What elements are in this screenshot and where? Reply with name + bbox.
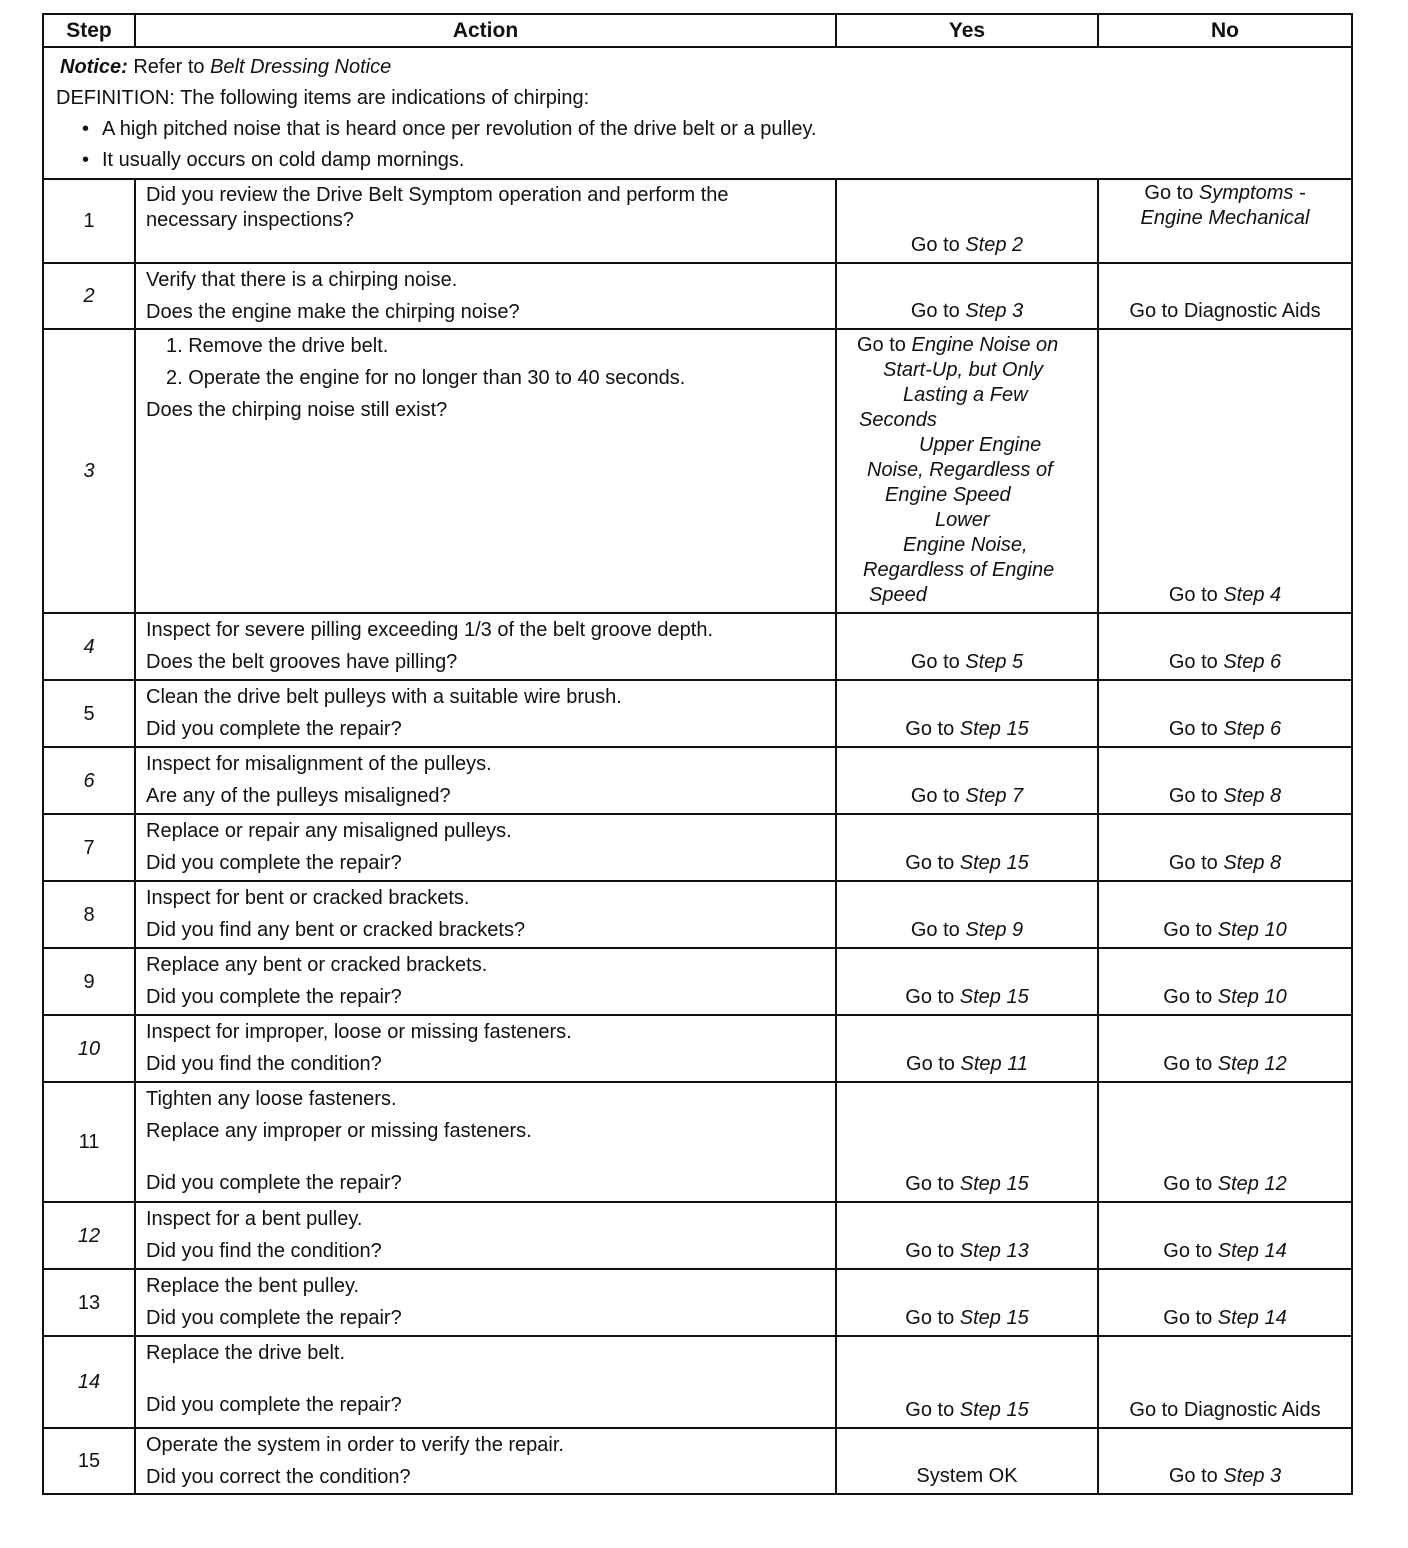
action-line: Inspect for bent or cracked brackets. — [146, 887, 470, 909]
header-row — [43, 14, 1352, 47]
action-line: Did you complete the repair? — [146, 986, 402, 1008]
goto-target: Step 11 — [960, 1053, 1028, 1075]
yes-line: Seconds — [859, 409, 937, 431]
step-action — [135, 1202, 836, 1269]
step-row — [43, 613, 1352, 680]
goto-target: Step 14 — [1217, 1240, 1287, 1262]
step-row — [43, 1336, 1352, 1428]
step-no — [1098, 1082, 1352, 1202]
bullet-text: A high pitched noise that is heard once per revolution of the drive belt or a pulley. — [102, 118, 817, 140]
step-yes: System OK — [836, 1428, 1098, 1494]
step-number: 6 — [43, 747, 135, 814]
action-line: Did you complete the repair? — [146, 1394, 402, 1416]
goto-prefix: Go to — [1168, 584, 1224, 606]
action-line: Replace the drive belt. — [146, 1342, 346, 1364]
step-no — [1098, 179, 1352, 263]
step-yes — [836, 329, 1098, 613]
step-yes — [836, 948, 1098, 1015]
yes-line — [857, 333, 1093, 358]
step-row — [43, 814, 1352, 881]
step-number: 2 — [43, 263, 135, 329]
goto-target: Step 4 — [1223, 584, 1282, 606]
step-number: 3 — [43, 329, 135, 613]
step-action — [135, 179, 836, 263]
step-row — [43, 948, 1352, 1015]
step-yes — [836, 263, 1098, 329]
action-line: Did you complete the repair? — [146, 718, 402, 740]
goto-prefix: Go to — [1163, 986, 1218, 1008]
goto-prefix: Go to — [910, 919, 966, 941]
goto-target: Step 8 — [1223, 852, 1282, 874]
goto-target: Engine Mechanical — [1140, 207, 1310, 229]
step-yes — [836, 881, 1098, 948]
action-line: Did you find the condition? — [146, 1053, 382, 1075]
bullet-glyph: • — [82, 149, 90, 171]
goto-prefix: Go to — [1163, 1173, 1218, 1195]
action-line: Does the belt grooves have pilling? — [146, 651, 458, 673]
goto-target: Step 15 — [959, 852, 1029, 874]
step-action — [135, 613, 836, 680]
action-line: Did you find the condition? — [146, 1240, 382, 1262]
definition-bullet — [60, 114, 1351, 145]
goto-target: Step 6 — [1223, 651, 1282, 673]
goto-target: Engine Noise on — [911, 334, 1059, 356]
goto-prefix: Go to — [1168, 651, 1224, 673]
goto-prefix: Go to — [1163, 1053, 1218, 1075]
diagnostic-table-container — [42, 13, 1351, 1495]
goto-target: Step 3 — [965, 300, 1024, 322]
goto-prefix: Go to — [1168, 785, 1224, 807]
action-line: Verify that there is a chirping noise. — [146, 269, 458, 291]
step-no — [1098, 881, 1352, 948]
goto-target: Step 2 — [965, 234, 1024, 256]
goto-prefix: Go to — [910, 785, 966, 807]
step-row — [43, 1082, 1352, 1202]
goto-target: Step 7 — [965, 785, 1024, 807]
notice-row — [43, 47, 1352, 179]
goto-prefix: Go to — [906, 1053, 961, 1075]
action-line: Did you find any bent or cracked brackets? — [146, 919, 526, 941]
goto-target: Step 8 — [1223, 785, 1282, 807]
bullet-glyph: • — [82, 118, 90, 140]
notice-reference: Belt Dressing Notice — [210, 56, 392, 78]
step-no — [1098, 329, 1352, 613]
step-no — [1098, 1428, 1352, 1494]
yes-line: Engine Noise, — [903, 534, 1028, 556]
goto-prefix: Go to — [1144, 182, 1199, 204]
goto-prefix: Go to — [910, 651, 966, 673]
step-yes — [836, 1269, 1098, 1336]
header-no: No — [1098, 14, 1352, 47]
step-action — [135, 1336, 836, 1428]
action-line: Tighten any loose fasteners. — [146, 1088, 397, 1110]
step-row — [43, 329, 1352, 613]
step-no — [1098, 1015, 1352, 1082]
goto-prefix: Go to — [910, 300, 966, 322]
yes-line: Lower — [935, 509, 990, 531]
header-action: Action — [135, 14, 836, 47]
definition-bullet — [60, 145, 1351, 176]
step-yes — [836, 680, 1098, 747]
goto-target: Step 10 — [1217, 919, 1287, 941]
step-no — [1098, 680, 1352, 747]
yes-line: Noise, Regardless of — [867, 459, 1053, 481]
goto-prefix: Go to — [905, 718, 960, 740]
action-line: Are any of the pulleys misaligned? — [146, 785, 451, 807]
step-number: 13 — [43, 1269, 135, 1336]
goto-target: Step 10 — [1217, 986, 1287, 1008]
step-yes — [836, 1082, 1098, 1202]
definition-line: DEFINITION: The following items are indications of chirping: — [56, 87, 590, 109]
step-number: 14 — [43, 1336, 135, 1428]
action-line: Replace any bent or cracked brackets. — [146, 954, 488, 976]
yes-line: Start-Up, but Only — [883, 359, 1044, 381]
step-action — [135, 329, 836, 613]
goto-target: Step 12 — [1217, 1173, 1287, 1195]
step-row — [43, 1015, 1352, 1082]
goto-target: Step 6 — [1223, 718, 1282, 740]
step-no — [1098, 1202, 1352, 1269]
action-line: Replace any improper or missing fasteners. — [146, 1120, 532, 1142]
step-no — [1098, 747, 1352, 814]
yes-line: Lasting a Few — [903, 384, 1028, 406]
goto-target: Step 12 — [1217, 1053, 1287, 1075]
step-action — [135, 1082, 836, 1202]
action-line: Did you complete the repair? — [146, 1172, 402, 1194]
action-line: Did you complete the repair? — [146, 1307, 402, 1329]
action-line: Clean the drive belt pulleys with a suitable wire brush. — [146, 686, 622, 708]
step-yes — [836, 179, 1098, 263]
header-step: Step — [43, 14, 135, 47]
action-line: Did you review the Drive Belt Symptom operation and perform the — [146, 184, 729, 206]
step-row — [43, 1202, 1352, 1269]
step-row — [43, 747, 1352, 814]
goto-prefix: Go to — [910, 234, 966, 256]
step-no — [1098, 948, 1352, 1015]
step-number: 4 — [43, 613, 135, 680]
notice-text: Refer to — [127, 56, 211, 78]
action-line: Operate the system in order to verify the repair. — [146, 1434, 564, 1456]
step-no — [1098, 814, 1352, 881]
step-row — [43, 263, 1352, 329]
spacer — [146, 1369, 827, 1389]
step-row — [43, 1269, 1352, 1336]
step-yes — [836, 613, 1098, 680]
step-no — [1098, 613, 1352, 680]
step-action — [135, 1269, 836, 1336]
goto-target: Step 15 — [959, 1173, 1029, 1195]
goto-target: Step 15 — [959, 1307, 1029, 1329]
goto-prefix: Go to — [857, 334, 912, 356]
action-line: Replace the bent pulley. — [146, 1275, 360, 1297]
step-action — [135, 814, 836, 881]
goto-target: Step 3 — [1223, 1465, 1282, 1487]
yes-line: Upper Engine — [919, 434, 1042, 456]
action-line: Inspect for misalignment of the pulleys. — [146, 753, 492, 775]
action-line: Replace or repair any misaligned pulleys. — [146, 820, 512, 842]
step-yes — [836, 1202, 1098, 1269]
notice-line — [60, 52, 1351, 83]
bullet-text: It usually occurs on cold damp mornings. — [102, 149, 465, 171]
step-row — [43, 881, 1352, 948]
step-action — [135, 747, 836, 814]
step-action — [135, 948, 836, 1015]
yes-line: Speed — [869, 584, 927, 606]
step-action — [135, 1015, 836, 1082]
step-yes — [836, 1015, 1098, 1082]
action-line: necessary inspections? — [146, 209, 354, 231]
action-line: 2. Operate the engine for no longer than 30 to 40 seconds. — [166, 367, 686, 389]
step-no: Go to Diagnostic Aids — [1098, 263, 1352, 329]
step-row — [43, 179, 1352, 263]
step-no — [1098, 1269, 1352, 1336]
action-line: 1. Remove the drive belt. — [166, 335, 389, 357]
action-line: Inspect for improper, loose or missing fasteners. — [146, 1021, 572, 1043]
goto-target: Step 15 — [959, 718, 1029, 740]
action-line: Inspect for severe pilling exceeding 1/3 of the belt groove depth. — [146, 619, 714, 641]
step-yes — [836, 747, 1098, 814]
goto-prefix: Go to — [1163, 919, 1218, 941]
goto-prefix: Go to — [905, 1240, 960, 1262]
step-action — [135, 881, 836, 948]
goto-target: Step 15 — [959, 1399, 1029, 1421]
notice-label: Notice: — [60, 56, 128, 78]
spacer — [146, 1147, 827, 1167]
yes-line: Regardless of Engine — [863, 559, 1055, 581]
goto-target: Step 14 — [1217, 1307, 1287, 1329]
goto-prefix: Go to — [1168, 718, 1224, 740]
step-number: 1 — [43, 179, 135, 263]
goto-prefix: Go to — [905, 1307, 960, 1329]
step-yes — [836, 1336, 1098, 1428]
step-yes — [836, 814, 1098, 881]
step-number: 9 — [43, 948, 135, 1015]
yes-line: Engine Speed — [885, 484, 1011, 506]
goto-prefix: Go to — [905, 986, 960, 1008]
goto-target: Step 13 — [959, 1240, 1029, 1262]
step-row — [43, 680, 1352, 747]
goto-target: Step 15 — [959, 986, 1029, 1008]
step-number: 15 — [43, 1428, 135, 1494]
goto-prefix: Go to — [1163, 1240, 1218, 1262]
goto-prefix: Go to — [1168, 852, 1224, 874]
step-number: 12 — [43, 1202, 135, 1269]
action-line: Did you complete the repair? — [146, 852, 402, 874]
goto-prefix: Go to — [1163, 1307, 1218, 1329]
goto-prefix: Go to — [905, 852, 960, 874]
action-line: Did you correct the condition? — [146, 1466, 411, 1488]
step-number: 8 — [43, 881, 135, 948]
goto-target: Step 5 — [965, 651, 1024, 673]
step-no: Go to Diagnostic Aids — [1098, 1336, 1352, 1428]
header-yes: Yes — [836, 14, 1098, 47]
step-action — [135, 263, 836, 329]
goto-target: Symptoms - — [1198, 182, 1306, 204]
step-number: 11 — [43, 1082, 135, 1202]
step-number: 10 — [43, 1015, 135, 1082]
step-row — [43, 1428, 1352, 1494]
diagnostic-table — [42, 13, 1353, 1495]
step-action — [135, 680, 836, 747]
goto-prefix: Go to — [905, 1173, 960, 1195]
action-line: Inspect for a bent pulley. — [146, 1208, 363, 1230]
notice-cell — [43, 47, 1352, 179]
action-line: Does the engine make the chirping noise? — [146, 301, 520, 323]
goto-prefix: Go to — [1168, 1465, 1224, 1487]
step-number: 7 — [43, 814, 135, 881]
step-action — [135, 1428, 836, 1494]
goto-target: Step 9 — [965, 919, 1024, 941]
step-number: 5 — [43, 680, 135, 747]
action-line: Does the chirping noise still exist? — [146, 399, 448, 421]
goto-prefix: Go to — [905, 1399, 960, 1421]
